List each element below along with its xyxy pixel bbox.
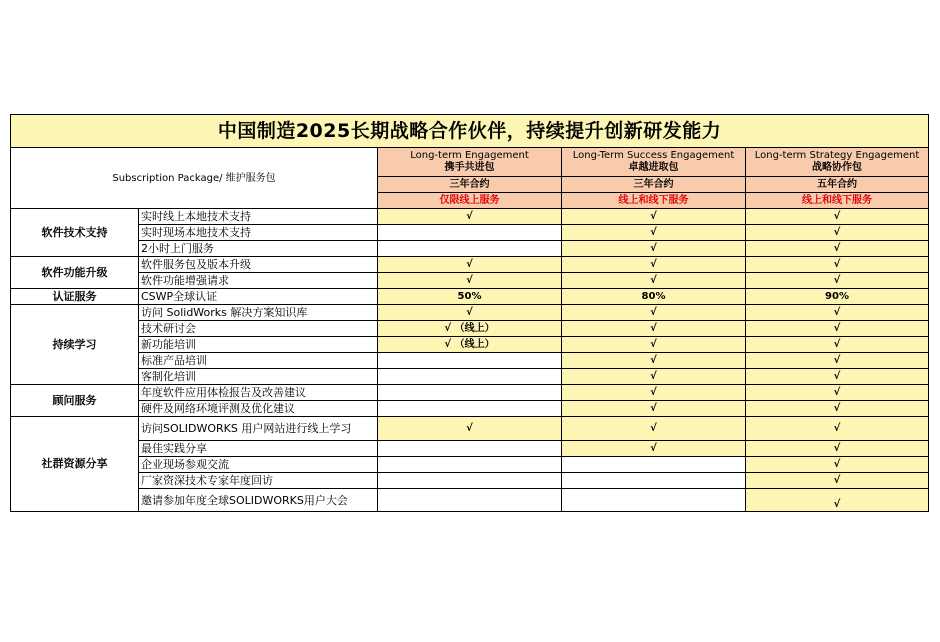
cell-value: [562, 489, 746, 512]
title-row: [11, 115, 929, 148]
subscription-table-container: [10, 114, 928, 512]
package-term: 五年合约: [746, 177, 929, 193]
package-label: Subscription Package/ 维护服务包: [11, 148, 378, 209]
cell-value: √: [378, 273, 562, 289]
table-row: [11, 473, 929, 489]
category-consulting: 顾问服务: [11, 385, 139, 417]
cell-value: √ （线上）: [378, 321, 562, 337]
category-community: 社群资源分享: [11, 417, 139, 512]
package-en-name: Long-Term Success Engagement: [572, 150, 735, 161]
row-item: 访问 SolidWorks 解决方案知识库: [139, 305, 378, 321]
cell-value: √: [562, 353, 746, 369]
cell-value: √: [746, 457, 929, 473]
cell-value: √: [562, 273, 746, 289]
row-item: 新功能培训: [139, 337, 378, 353]
row-item: 软件功能增强请求: [139, 273, 378, 289]
table-row: [11, 457, 929, 473]
row-item: 企业现场参观交流: [139, 457, 378, 473]
cell-value: [378, 385, 562, 401]
cell-value: √: [562, 225, 746, 241]
row-item: 标准产品培训: [139, 353, 378, 369]
cell-value: √: [378, 257, 562, 273]
cell-value: √: [746, 305, 929, 321]
table-row: [11, 369, 929, 385]
cell-value: √ （线上）: [378, 337, 562, 353]
cell-value: [378, 225, 562, 241]
row-item: 软件服务包及版本升级: [139, 257, 378, 273]
table-row: [11, 441, 929, 457]
package-en-name: Long-term Engagement: [410, 150, 529, 161]
cell-value: [378, 369, 562, 385]
cell-value: √: [746, 385, 929, 401]
cell-value: √: [746, 417, 929, 441]
cell-value: √: [746, 369, 929, 385]
table-row: [11, 489, 929, 512]
category-certification: 认证服务: [11, 289, 139, 305]
row-item: 访问SOLIDWORKS 用户网站进行线上学习: [139, 417, 378, 441]
table-row: [11, 417, 929, 441]
table-row: [11, 321, 929, 337]
category-tech-support: 软件技术支持: [11, 209, 139, 257]
cell-value: [378, 353, 562, 369]
cell-value: √: [562, 417, 746, 441]
package-service: 线上和线下服务: [746, 193, 929, 209]
category-continuous-learning: 持续学习: [11, 305, 139, 385]
cell-value: √: [562, 385, 746, 401]
cell-value: √: [562, 321, 746, 337]
table-row: [11, 353, 929, 369]
category-feature-upgrade: 软件功能升级: [11, 257, 139, 289]
cell-value: √: [378, 417, 562, 441]
cell-value: √: [562, 305, 746, 321]
cell-value: 90%: [746, 289, 929, 305]
row-item: 技术研讨会: [139, 321, 378, 337]
table-row: [11, 385, 929, 401]
row-item: 实时线上本地技术支持: [139, 209, 378, 225]
row-item: 2小时上门服务: [139, 241, 378, 257]
table-row: [11, 209, 929, 225]
cell-value: √: [746, 473, 929, 489]
row-item: 客制化培训: [139, 369, 378, 385]
row-item: 最佳实践分享: [139, 441, 378, 457]
cell-value: √: [746, 489, 929, 512]
cell-value: √: [378, 305, 562, 321]
cell-value: √: [562, 401, 746, 417]
cell-value: √: [562, 257, 746, 273]
cell-value: √: [746, 257, 929, 273]
cell-value: 80%: [562, 289, 746, 305]
package-cn-name: 携手共进包: [444, 162, 495, 173]
cell-value: √: [746, 321, 929, 337]
cell-value: √: [746, 353, 929, 369]
cell-value: √: [746, 337, 929, 353]
cell-value: [562, 473, 746, 489]
package-header-2: [562, 148, 746, 177]
row-item: 年度软件应用体检报告及改善建议: [139, 385, 378, 401]
cell-value: √: [378, 209, 562, 225]
subscription-comparison-table: [10, 114, 929, 512]
package-cn-name: 战略协作包: [812, 162, 863, 173]
cell-value: [378, 457, 562, 473]
row-item: CSWP全球认证: [139, 289, 378, 305]
cell-value: 50%: [378, 289, 562, 305]
table-row: [11, 257, 929, 273]
cell-value: √: [746, 241, 929, 257]
table-row: [11, 289, 929, 305]
table-row: [11, 241, 929, 257]
table-row: [11, 273, 929, 289]
package-term: 三年合约: [562, 177, 746, 193]
cell-value: √: [746, 209, 929, 225]
table-row: [11, 337, 929, 353]
cell-value: [562, 457, 746, 473]
row-item: 实时现场本地技术支持: [139, 225, 378, 241]
table-row: [11, 305, 929, 321]
table-title: 中国制造2025长期战略合作伙伴，持续提升创新研发能力: [11, 115, 929, 148]
cell-value: √: [562, 369, 746, 385]
package-service: 线上和线下服务: [562, 193, 746, 209]
row-item: 厂家资深技术专家年度回访: [139, 473, 378, 489]
table-row: [11, 225, 929, 241]
cell-value: √: [746, 225, 929, 241]
cell-value: [378, 473, 562, 489]
cell-value: √: [746, 441, 929, 457]
cell-value: √: [746, 401, 929, 417]
package-service: 仅限线上服务: [378, 193, 562, 209]
cell-value: √: [562, 441, 746, 457]
package-term: 三年合约: [378, 177, 562, 193]
package-name-row: [11, 148, 929, 177]
cell-value: [378, 241, 562, 257]
package-en-name: Long-term Strategy Engagement: [754, 150, 920, 161]
cell-value: [378, 401, 562, 417]
cell-value: √: [562, 241, 746, 257]
package-cn-name: 卓越进取包: [628, 162, 679, 173]
table-row: [11, 401, 929, 417]
cell-value: √: [562, 337, 746, 353]
package-header-1: [378, 148, 562, 177]
cell-value: [378, 441, 562, 457]
cell-value: √: [746, 273, 929, 289]
cell-value: √: [562, 209, 746, 225]
row-item: 硬件及网络环境评测及优化建议: [139, 401, 378, 417]
row-item: 邀请参加年度全球SOLIDWORKS用户大会: [139, 489, 378, 512]
package-header-3: [746, 148, 929, 177]
cell-value: [378, 489, 562, 512]
